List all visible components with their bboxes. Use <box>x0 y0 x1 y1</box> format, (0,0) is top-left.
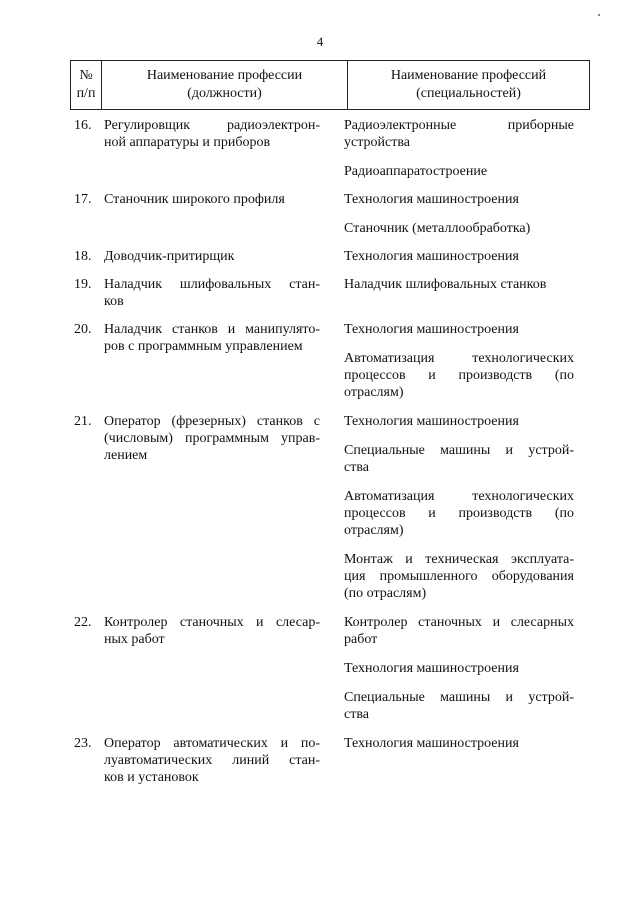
specialty-entry <box>344 614 574 648</box>
specialty-entry <box>344 689 574 723</box>
specialty-entry <box>344 117 574 151</box>
specialty-entry: Технология машиностроения <box>344 661 519 676</box>
row-number: 18. <box>74 249 92 264</box>
specialty-line: ства <box>344 460 369 475</box>
profession-line: ков <box>104 294 124 309</box>
specialty-line: ства <box>344 707 369 722</box>
specialty-line: устройства <box>344 135 410 150</box>
profession-name <box>104 321 320 355</box>
specialty-line: отраслям) <box>344 523 404 538</box>
profession-name <box>104 413 320 464</box>
header-specialty-line1: Наименование профессий <box>390 68 547 83</box>
row-number: 17. <box>74 192 92 207</box>
specialty-entry: Технология машиностроения <box>344 736 519 751</box>
profession-line: Наладчик станков и манипулято- <box>104 322 320 337</box>
specialty-line: отраслям) <box>344 385 404 400</box>
specialty-line: Автоматизация технологических <box>344 351 574 366</box>
header-profession-cell <box>102 61 348 109</box>
profession-line: лением <box>104 448 148 463</box>
specialty-line: процессов и производств (по <box>344 368 574 383</box>
header-number-cell <box>71 61 102 109</box>
row-number: 19. <box>74 277 92 292</box>
profession-name: Станочник широкого профиля <box>104 192 285 207</box>
page-number: 4 <box>316 34 324 49</box>
profession-name <box>104 117 320 151</box>
specialty-line: Специальные машины и устрой- <box>344 690 574 705</box>
row-number: 21. <box>74 414 92 429</box>
specialty-line: работ <box>344 632 378 647</box>
profession-line: ных работ <box>104 632 165 647</box>
profession-line: Оператор (фрезерных) станков с <box>104 414 320 429</box>
specialty-entry <box>344 488 574 539</box>
header-specialty-cell <box>348 61 589 109</box>
header-profession-line1: Наименование профессии <box>146 68 303 83</box>
specialty-entry: Радиоаппаратостроение <box>344 164 488 179</box>
profession-line: ров с программным управлением <box>104 339 303 354</box>
header-num-line2: п/п <box>76 86 96 101</box>
profession-name: Доводчик-притирщик <box>104 249 235 264</box>
profession-line: Оператор автоматических и по- <box>104 736 320 751</box>
row-number: 22. <box>74 615 92 630</box>
specialty-entry: Технология машиностроения <box>344 322 519 337</box>
specialty-entry: Технология машиностроения <box>344 192 519 207</box>
profession-name <box>104 614 320 648</box>
specialty-entry: Наладчик шлифовальных станков <box>344 277 547 292</box>
profession-line: (числовым) программным управ- <box>104 431 320 446</box>
row-number: 16. <box>74 118 92 133</box>
profession-line: ков и установок <box>104 770 199 785</box>
scan-speck <box>598 14 600 16</box>
specialty-line: ция промышленного оборудования <box>344 569 574 584</box>
profession-line: луавтоматических линий стан- <box>104 753 320 768</box>
profession-line: Контролер станочных и слесар- <box>104 615 320 630</box>
specialty-line: Контролер станочных и слесарных <box>344 615 574 630</box>
specialty-entry: Станочник (металлообработка) <box>344 221 531 236</box>
specialty-line: Специальные машины и устрой- <box>344 443 574 458</box>
specialty-line: Монтаж и техническая эксплуата- <box>344 552 574 567</box>
specialty-entry <box>344 551 574 602</box>
header-num-line1: № <box>79 68 93 83</box>
specialty-entry <box>344 350 574 401</box>
profession-line: ной аппаратуры и приборов <box>104 135 271 150</box>
specialty-line: Автоматизация технологических <box>344 489 574 504</box>
specialty-entry: Технология машиностроения <box>344 249 519 264</box>
specialty-line: (по отраслям) <box>344 586 427 601</box>
specialty-entry: Технология машиностроения <box>344 414 519 429</box>
profession-name <box>104 276 320 310</box>
specialty-entry <box>344 442 574 476</box>
profession-line: Регулировщик радиоэлектрон- <box>104 118 320 133</box>
specialty-line: Радиоэлектронные приборные <box>344 118 574 133</box>
row-number: 20. <box>74 322 92 337</box>
profession-name <box>104 735 320 786</box>
profession-line: Наладчик шлифовальных стан- <box>104 277 320 292</box>
row-number: 23. <box>74 736 92 751</box>
header-specialty-line2: (специальностей) <box>416 86 521 101</box>
table-header <box>70 60 590 110</box>
specialty-line: процессов и производств (по <box>344 506 574 521</box>
header-profession-line2: (должности) <box>187 86 262 101</box>
